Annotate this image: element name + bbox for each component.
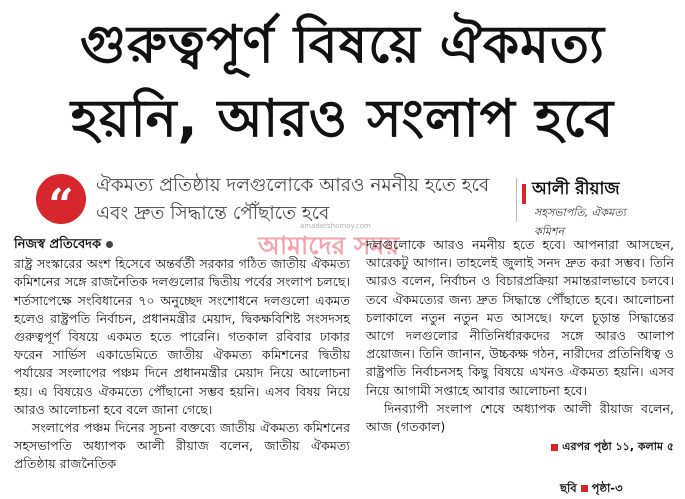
- quote-speaker-role: সহসভাপতি, ঐকমত্য কমিশন: [534, 206, 626, 238]
- article-paragraph: দিনব্যাপী সংলাপ শেষে অধ্যাপক আলী রীয়াজ বলেন, আজ (গতকাল): [366, 400, 674, 435]
- red-square-icon: [551, 444, 558, 451]
- byline-dot-icon: [106, 241, 113, 248]
- red-square-icon: [581, 485, 588, 492]
- watermark-url: amadershomoy.com: [300, 222, 371, 230]
- continued-link[interactable]: [366, 438, 674, 456]
- article-column-left: [14, 236, 350, 474]
- quote-mark-icon: “: [36, 174, 86, 224]
- article-paragraph: রাষ্ট্র সংস্কারের অংশ হিসেবে অন্তর্বর্তী সরকার গঠিত জাতীয় ঐকমত্য কমিশনের সঙ্গে রাজনৈতিক দলগুলোর দ্বিতীয় পর্বের সংলাপ চলছে। শর্তসাপেক্ষে সংবিধানের ৭০ অনুচ্ছেদ সংশোধনে দলগুলো একমত হলেও রাষ্ট্রপতি নির্বাচন, প্রধানমন্ত্রীর মেয়াদ, দ্বিকক্ষবিশিষ্ট সংসদসহ গুরুত্বপূর্ণ বিষয়ে একমত হতে পারেনি। গতকাল রবিবার ঢাকার ফরেন সার্ভিস একাডেমিতে জাতীয় ঐকমত্য কমিশনের দ্বিতীয় পর্যায়ের সংলাপের পঞ্চম দিনে প্রধানমন্ত্রীর মেয়াদ নিয়ে আলোচনা হয়। এ বিষয়েও ঐকমত্যে পৌঁছানো সম্ভব হয়নি। এসব বিষয় নিয়ে আরও আলোচনা হবে বলে জানা গেছে।: [14, 256, 350, 417]
- article-paragraph: দলগুলোকে আরও নমনীয় হতে হবে। আপনারা আসছেন, আরেকটু আগান। তাহলেই জুলাই সনদ দ্রুত করা সম্ভব। তিনি আরও বলেন, নির্বাচন ও বিচারপ্রক্রিয়া সমান্তরালভাবে চলবে। তবে ঐকমত্যের জন্য দ্রুত সিদ্ধান্তে পৌঁছাতে হবে। আলোচনা চলাকালে নতুন নতুন মত আসছে। ফলে চূড়ান্ত সিদ্ধান্তের আগে দলগুলোর নীতিনির্ধারকদের সঙ্গে আরও আলাপ প্রয়োজন। তিনি জানান, উচ্চকক্ষ গঠন, নারীদের প্রতিনিধিত্ব ও রাষ্ট্রপতি নির্বাচনসহ কিছু বিষয়ে এখনও ঐকমত্য হয়নি। এসব নিয়ে আগামী সপ্তাহে আবার আলোচনা হবে।: [366, 237, 674, 398]
- footer-photo-label: ছবি: [560, 481, 577, 495]
- watermark-logo: আমাদের সময়: [258, 231, 400, 260]
- continued-text: এরপর পৃষ্ঠা ১১, কলাম ৫: [562, 440, 674, 454]
- headline-line-2: হয়নি, আরও সংলাপ হবে: [70, 89, 615, 149]
- article-paragraph: সংলাপের পঞ্চম দিনের সূচনা বক্তব্যে জাতীয় ঐকমত্য কমিশনের সহসভাপতি অধ্যাপক আলী রীয়াজ বলেন, জাতীয় ঐকমত্য প্রতিষ্ঠায় রাজনৈতিক: [14, 420, 350, 472]
- quote-text: ঐকমত্য প্রতিষ্ঠায় দলগুলোকে আরও নমনীয় হতে হবে এবং দ্রুত সিদ্ধান্তে পৌঁছাতে হবে: [96, 175, 490, 224]
- byline: [14, 236, 350, 254]
- footer-page-label: পৃষ্ঠা-৩: [591, 481, 623, 495]
- headline-line-1: গুরুত্বপূর্ণ বিষয়ে ঐকমত্য: [79, 15, 606, 75]
- article-column-right: [366, 236, 674, 456]
- quote-accent-bar: [522, 184, 526, 204]
- page-footer: [560, 480, 623, 499]
- quote-divider: [516, 178, 517, 222]
- quote-speaker-name: আলী রীয়াজ: [532, 179, 620, 199]
- byline-text: নিজস্ব প্রতিবেদক: [14, 237, 102, 252]
